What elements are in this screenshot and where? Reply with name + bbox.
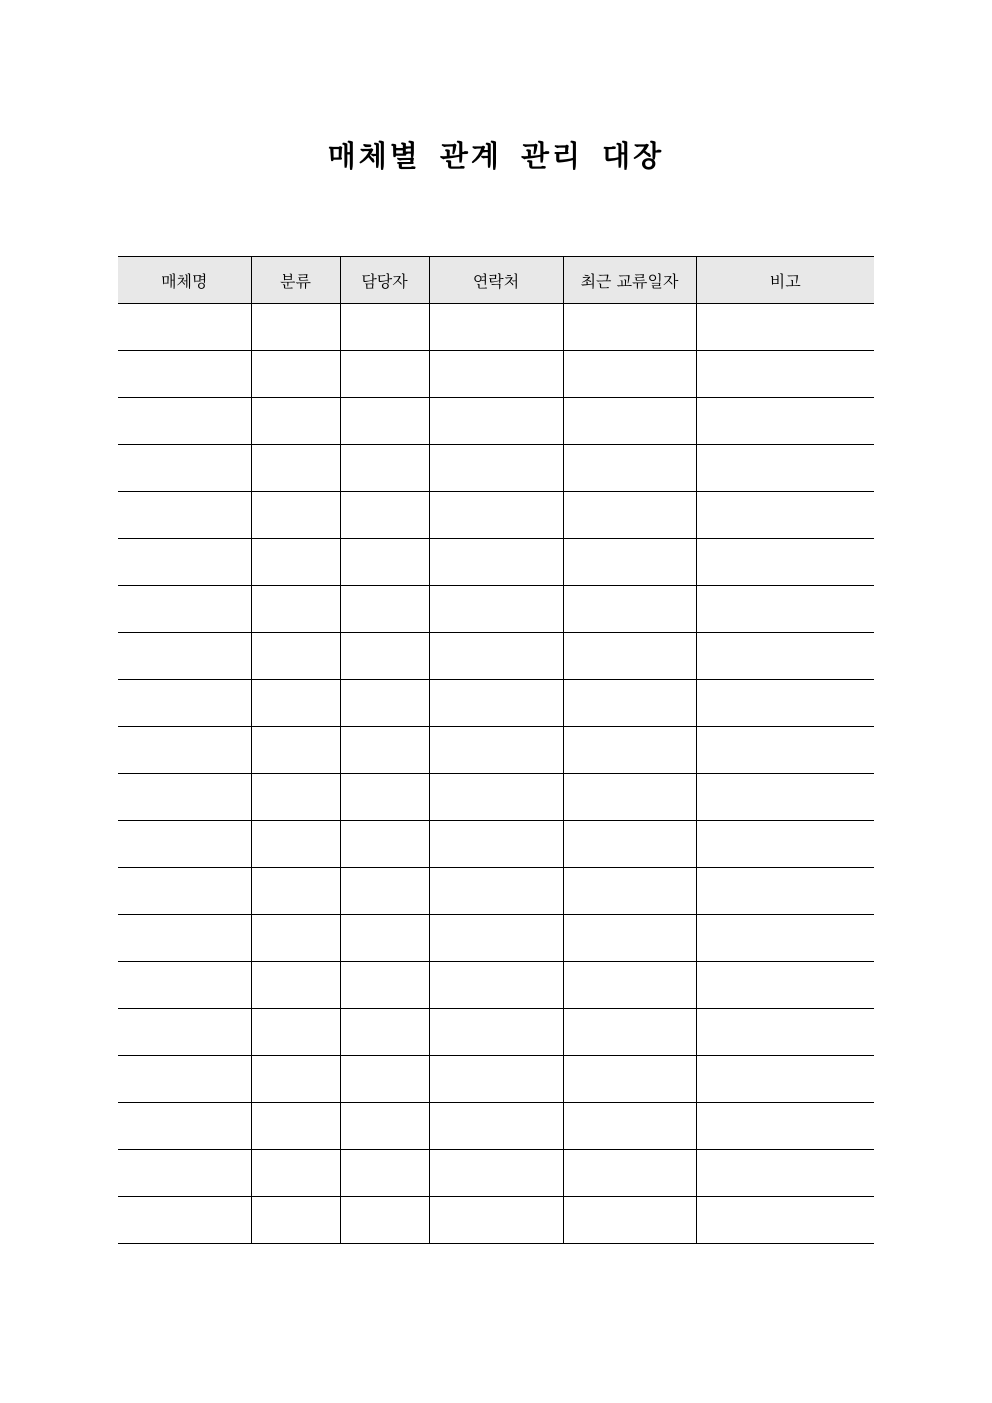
table-cell-contact-person[interactable]: [340, 304, 429, 351]
table-cell-contact-info[interactable]: [429, 445, 563, 492]
table-cell-contact-person[interactable]: [340, 398, 429, 445]
table-cell-media-name[interactable]: [118, 1150, 251, 1197]
table-cell-last-contact-date[interactable]: [563, 1197, 696, 1244]
table-cell-contact-person[interactable]: [340, 868, 429, 915]
table-cell-media-name[interactable]: [118, 1056, 251, 1103]
table-cell-remarks[interactable]: [696, 1197, 874, 1244]
table-cell-contact-person[interactable]: [340, 633, 429, 680]
table-cell-remarks[interactable]: [696, 962, 874, 1009]
table-row: [118, 1150, 874, 1197]
table-cell-remarks[interactable]: [696, 727, 874, 774]
table-row: [118, 868, 874, 915]
table-cell-media-name[interactable]: [118, 304, 251, 351]
table-cell-category[interactable]: [251, 1197, 340, 1244]
table-cell-remarks[interactable]: [696, 633, 874, 680]
table-cell-last-contact-date[interactable]: [563, 1103, 696, 1150]
table-row: [118, 915, 874, 962]
table-row: [118, 492, 874, 539]
table-cell-category[interactable]: [251, 304, 340, 351]
table-cell-contact-info[interactable]: [429, 633, 563, 680]
column-header-contact-person: 담당자: [340, 257, 429, 304]
table-cell-remarks[interactable]: [696, 1150, 874, 1197]
table-cell-last-contact-date[interactable]: [563, 1009, 696, 1056]
table-cell-category[interactable]: [251, 633, 340, 680]
column-header-category: 분류: [251, 257, 340, 304]
table-cell-last-contact-date[interactable]: [563, 774, 696, 821]
table-cell-media-name[interactable]: [118, 680, 251, 727]
table-cell-contact-person[interactable]: [340, 774, 429, 821]
table-cell-contact-info[interactable]: [429, 774, 563, 821]
table-cell-contact-info[interactable]: [429, 821, 563, 868]
table-cell-remarks[interactable]: [696, 774, 874, 821]
table-cell-last-contact-date[interactable]: [563, 1150, 696, 1197]
table-cell-contact-info[interactable]: [429, 586, 563, 633]
table-cell-media-name[interactable]: [118, 868, 251, 915]
table-body: [118, 304, 874, 1244]
table-row: [118, 445, 874, 492]
table-row: [118, 398, 874, 445]
table-cell-contact-info[interactable]: [429, 727, 563, 774]
table-row: [118, 774, 874, 821]
table-cell-category[interactable]: [251, 774, 340, 821]
table-cell-contact-info[interactable]: [429, 351, 563, 398]
table-cell-remarks[interactable]: [696, 492, 874, 539]
table-cell-media-name[interactable]: [118, 915, 251, 962]
table-cell-category[interactable]: [251, 586, 340, 633]
table-cell-remarks[interactable]: [696, 1056, 874, 1103]
table-row: [118, 1009, 874, 1056]
table-cell-contact-info[interactable]: [429, 1103, 563, 1150]
table-cell-category[interactable]: [251, 1103, 340, 1150]
table-cell-remarks[interactable]: [696, 680, 874, 727]
table-cell-media-name[interactable]: [118, 1009, 251, 1056]
table-cell-media-name[interactable]: [118, 774, 251, 821]
table-cell-last-contact-date[interactable]: [563, 492, 696, 539]
table-cell-last-contact-date[interactable]: [563, 727, 696, 774]
table-cell-remarks[interactable]: [696, 539, 874, 586]
table-cell-remarks[interactable]: [696, 586, 874, 633]
table-row: [118, 351, 874, 398]
table-cell-media-name[interactable]: [118, 351, 251, 398]
table-cell-category[interactable]: [251, 539, 340, 586]
table-cell-last-contact-date[interactable]: [563, 398, 696, 445]
table-cell-contact-person[interactable]: [340, 586, 429, 633]
table-row: [118, 821, 874, 868]
table-cell-last-contact-date[interactable]: [563, 539, 696, 586]
table-row: [118, 586, 874, 633]
table-cell-last-contact-date[interactable]: [563, 304, 696, 351]
table-cell-last-contact-date[interactable]: [563, 868, 696, 915]
table-cell-contact-info[interactable]: [429, 962, 563, 1009]
table-cell-remarks[interactable]: [696, 445, 874, 492]
table-cell-media-name[interactable]: [118, 1103, 251, 1150]
table-cell-remarks[interactable]: [696, 351, 874, 398]
table-row: [118, 1103, 874, 1150]
column-header-last-contact-date: 최근 교류일자: [563, 257, 696, 304]
column-header-contact-info: 연락처: [429, 257, 563, 304]
table-cell-contact-person[interactable]: [340, 1103, 429, 1150]
table-cell-category[interactable]: [251, 680, 340, 727]
table-cell-last-contact-date[interactable]: [563, 445, 696, 492]
table-cell-category[interactable]: [251, 727, 340, 774]
table-cell-contact-person[interactable]: [340, 915, 429, 962]
column-header-remarks: 비고: [696, 257, 874, 304]
table-cell-contact-info[interactable]: [429, 398, 563, 445]
table-cell-remarks[interactable]: [696, 868, 874, 915]
table-row: [118, 727, 874, 774]
table-cell-contact-info[interactable]: [429, 868, 563, 915]
table-cell-remarks[interactable]: [696, 1103, 874, 1150]
table-cell-last-contact-date[interactable]: [563, 962, 696, 1009]
media-relations-table: [118, 256, 874, 1244]
table-cell-contact-info[interactable]: [429, 304, 563, 351]
table-cell-contact-person[interactable]: [340, 727, 429, 774]
table-cell-last-contact-date[interactable]: [563, 821, 696, 868]
table-cell-last-contact-date[interactable]: [563, 915, 696, 962]
table-cell-category[interactable]: [251, 445, 340, 492]
page-title: 매체별 관계 관리 대장: [327, 139, 665, 173]
table-cell-contact-person[interactable]: [340, 1056, 429, 1103]
table-cell-media-name[interactable]: [118, 398, 251, 445]
table-cell-contact-person[interactable]: [340, 1150, 429, 1197]
table-cell-media-name[interactable]: [118, 586, 251, 633]
table-cell-last-contact-date[interactable]: [563, 1056, 696, 1103]
table-cell-category[interactable]: [251, 398, 340, 445]
table-cell-media-name[interactable]: [118, 1197, 251, 1244]
table-cell-remarks[interactable]: [696, 915, 874, 962]
table-cell-category[interactable]: [251, 492, 340, 539]
table-cell-contact-person[interactable]: [340, 680, 429, 727]
table-cell-remarks[interactable]: [696, 821, 874, 868]
table-cell-last-contact-date[interactable]: [563, 633, 696, 680]
table-cell-category[interactable]: [251, 915, 340, 962]
table-cell-last-contact-date[interactable]: [563, 586, 696, 633]
table-cell-media-name[interactable]: [118, 492, 251, 539]
table-cell-contact-person[interactable]: [340, 351, 429, 398]
table-row: [118, 539, 874, 586]
table-cell-remarks[interactable]: [696, 304, 874, 351]
table-cell-contact-info[interactable]: [429, 1009, 563, 1056]
table-cell-category[interactable]: [251, 1009, 340, 1056]
table-cell-contact-person[interactable]: [340, 445, 429, 492]
table-cell-category[interactable]: [251, 1056, 340, 1103]
table-cell-remarks[interactable]: [696, 1009, 874, 1056]
table-cell-media-name[interactable]: [118, 445, 251, 492]
table-cell-contact-info[interactable]: [429, 492, 563, 539]
table-cell-contact-info[interactable]: [429, 915, 563, 962]
table-cell-media-name[interactable]: [118, 962, 251, 1009]
table-cell-contact-person[interactable]: [340, 539, 429, 586]
table-cell-media-name[interactable]: [118, 633, 251, 680]
table-cell-contact-person[interactable]: [340, 1197, 429, 1244]
table-cell-contact-info[interactable]: [429, 1197, 563, 1244]
table-row: [118, 680, 874, 727]
table-cell-category[interactable]: [251, 962, 340, 1009]
table-cell-media-name[interactable]: [118, 821, 251, 868]
table-cell-contact-info[interactable]: [429, 1150, 563, 1197]
table-cell-media-name[interactable]: [118, 727, 251, 774]
table-row: [118, 633, 874, 680]
table-cell-category[interactable]: [251, 868, 340, 915]
table-cell-contact-person[interactable]: [340, 1009, 429, 1056]
table-cell-last-contact-date[interactable]: [563, 680, 696, 727]
table-row: [118, 962, 874, 1009]
table-cell-category[interactable]: [251, 1150, 340, 1197]
table-cell-contact-info[interactable]: [429, 680, 563, 727]
table-cell-contact-info[interactable]: [429, 539, 563, 586]
table-cell-media-name[interactable]: [118, 539, 251, 586]
table-row: [118, 304, 874, 351]
column-header-media-name: 매체명: [118, 257, 251, 304]
table-row: [118, 1056, 874, 1103]
table-row: [118, 1197, 874, 1244]
table-cell-last-contact-date[interactable]: [563, 351, 696, 398]
table-cell-contact-person[interactable]: [340, 492, 429, 539]
table-cell-contact-person[interactable]: [340, 821, 429, 868]
table-cell-category[interactable]: [251, 351, 340, 398]
table-cell-remarks[interactable]: [696, 398, 874, 445]
table-cell-category[interactable]: [251, 821, 340, 868]
table-header-row: [118, 257, 874, 304]
table-cell-contact-info[interactable]: [429, 1056, 563, 1103]
table-cell-contact-person[interactable]: [340, 962, 429, 1009]
